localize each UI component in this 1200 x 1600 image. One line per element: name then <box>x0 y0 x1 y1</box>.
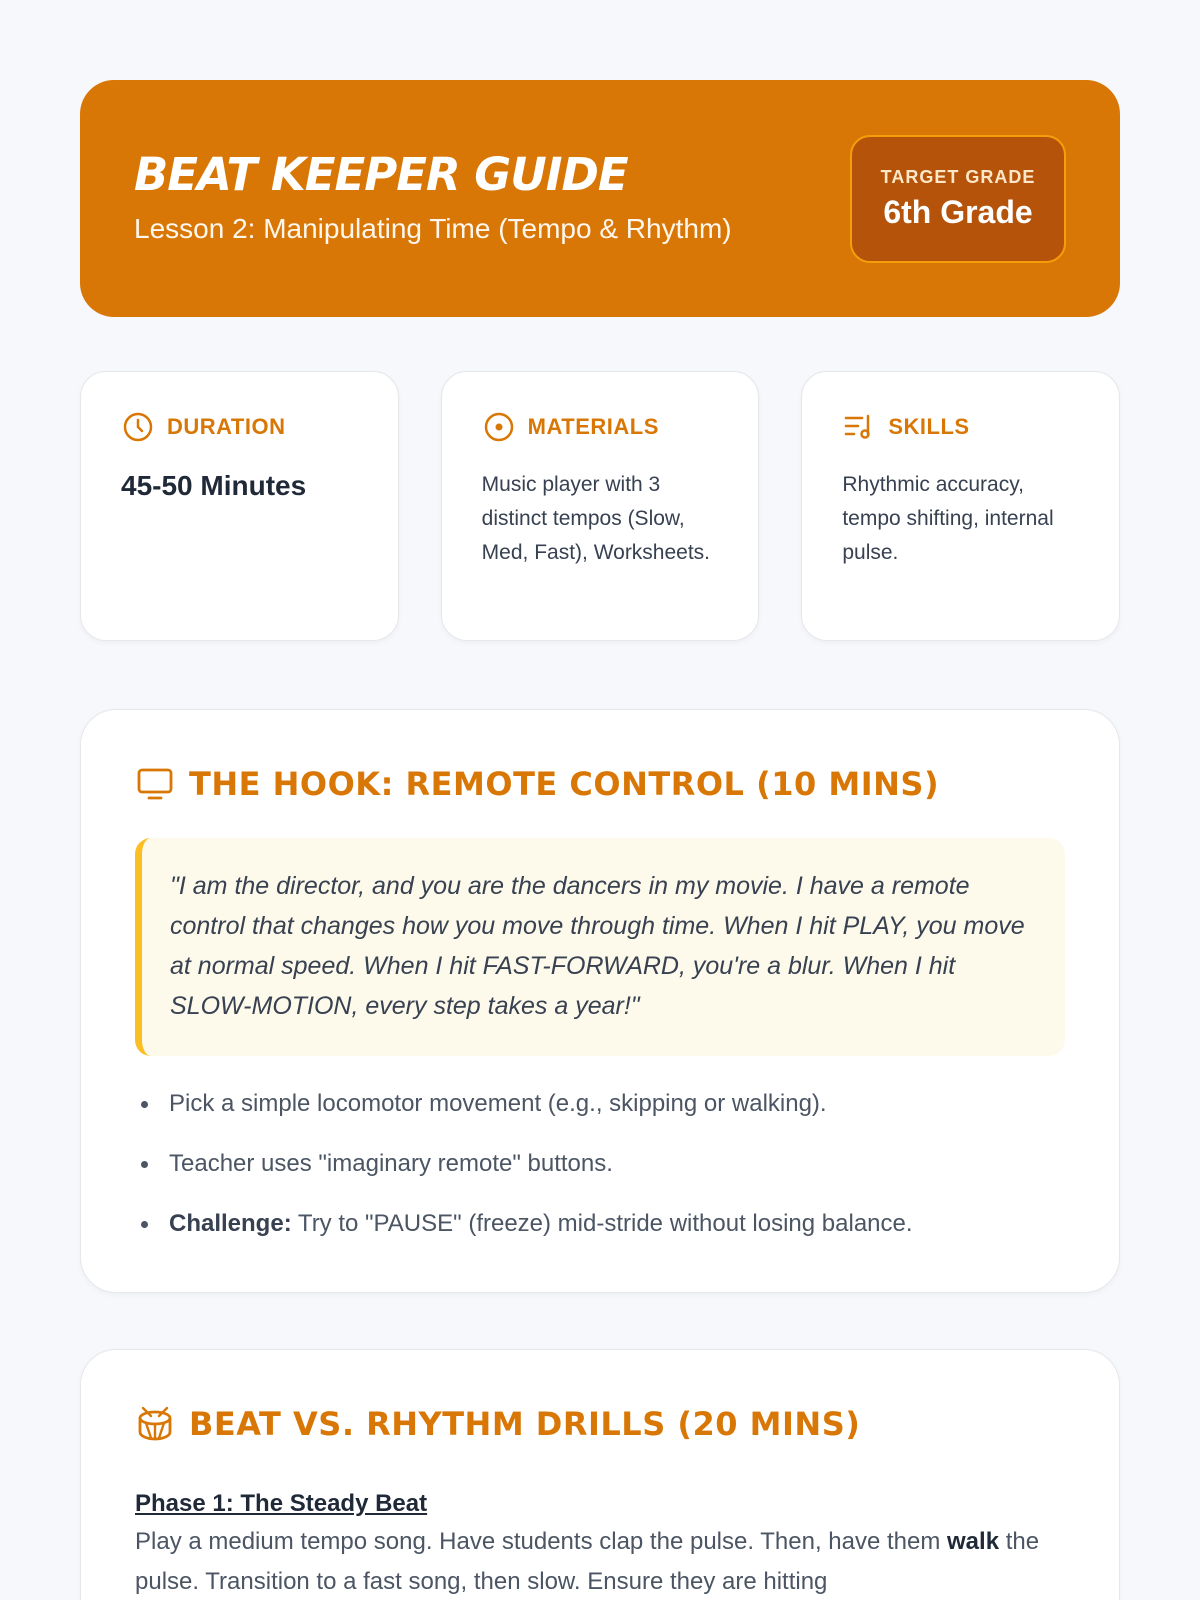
music-list-icon <box>842 410 876 444</box>
disc-icon <box>482 410 516 444</box>
page-subtitle: Lesson 2: Manipulating Time (Tempo & Rhythm) <box>134 213 732 244</box>
list-item: Teacher uses "imaginary remote" buttons. <box>135 1146 1065 1182</box>
info-title-materials: MATERIALS <box>527 414 659 439</box>
info-card-materials <box>441 371 760 641</box>
hook-bullets <box>135 1086 1065 1242</box>
info-value-materials: Music player with 3 distinct tempos (Slow, Med, Fast), Worksheets. <box>481 473 711 564</box>
drum-icon <box>135 1404 175 1444</box>
header-banner <box>80 80 1120 317</box>
info-value-duration: 45-50 Minutes <box>121 470 307 501</box>
phase1-text-b: the pulse. Transition to a fast song, then slow. Ensure they are hitting <box>135 1528 1040 1595</box>
phase1-bold: walk <box>947 1528 1000 1555</box>
info-title-skills: SKILLS <box>888 414 970 439</box>
challenge-text: Try to "PAUSE" (freeze) mid-stride without losing balance. <box>291 1210 913 1237</box>
list-item <box>135 1206 1065 1242</box>
info-title-duration: DURATION <box>167 414 286 439</box>
drills-title: BEAT VS. RHYTHM DRILLS (20 MINS) <box>189 1405 861 1443</box>
hook-quote: "I am the director, and you are the dancers in my movie. I have a remote control that changes how you move through time. When I hit PLAY, you move at normal speed. When I hit FAST-FORWARD, you're a blur. When I hit SLOW-MOTION, every step takes a year!" <box>135 838 1065 1056</box>
phase1-title: Phase 1: The Steady Beat <box>135 1490 428 1517</box>
drills-section <box>80 1349 1120 1600</box>
phase1-text-a: Play a medium tempo song. Have students clap the pulse. Then, have them <box>135 1528 948 1555</box>
info-cards <box>80 371 1120 641</box>
hook-title: THE HOOK: REMOTE CONTROL (10 MINS) <box>189 765 940 803</box>
clock-icon <box>121 410 155 444</box>
page-title: BEAT KEEPER GUIDE <box>134 148 628 201</box>
phase1-text <box>135 1522 1065 1600</box>
grade-label: TARGET GRADE <box>880 166 1036 187</box>
info-card-duration <box>80 371 399 641</box>
info-card-skills <box>801 371 1120 641</box>
challenge-label: Challenge: <box>169 1210 292 1237</box>
monitor-icon <box>135 764 175 804</box>
info-value-skills: Rhythmic accuracy, tempo shifting, internal pulse. <box>842 473 1054 564</box>
list-item: Pick a simple locomotor movement (e.g., skipping or walking). <box>135 1086 1065 1122</box>
hook-section <box>80 709 1120 1293</box>
grade-value: 6th Grade <box>883 193 1033 230</box>
header-text <box>134 148 732 245</box>
grade-badge <box>850 135 1066 263</box>
